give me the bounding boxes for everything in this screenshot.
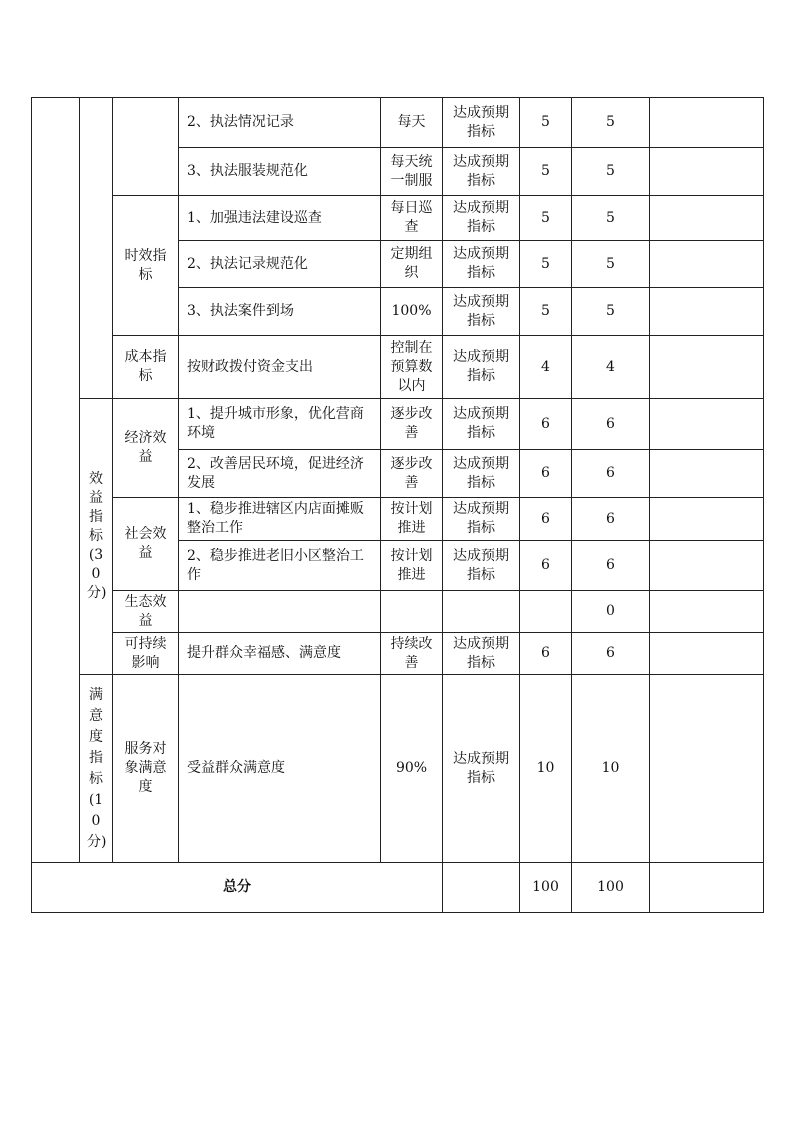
target-cell: 每日巡查 [381,196,443,241]
table-row [32,196,764,241]
actual-cell: 达成预期指标 [443,288,520,336]
note-cell [650,288,764,336]
note-cell [650,863,764,913]
target-cell: 按计划推进 [381,541,443,591]
weight-cell: 4 [520,336,572,399]
actual-cell: 达成预期指标 [443,336,520,399]
sub-category-cell: 成本指标 [113,336,179,399]
indicator-cell: 2、执法记录规范化 [179,241,381,288]
indicator-cell: 2、改善居民环境，促进经济发展 [179,450,381,498]
weight-cell: 5 [520,98,572,148]
sub-category-cell: 经济效益 [113,399,179,498]
indicator-cell: 提升群众幸福感、满意度 [179,633,381,675]
empty-cell [443,863,520,913]
weight-cell: 10 [520,675,572,863]
note-cell [650,196,764,241]
score-cell: 6 [572,633,650,675]
note-cell [650,148,764,196]
indicator-cell: 1、提升城市形象，优化营商环境 [179,399,381,450]
actual-cell: 达成预期指标 [443,196,520,241]
table-row [32,336,764,399]
score-cell: 5 [572,98,650,148]
score-cell: 0 [572,591,650,633]
weight-cell: 5 [520,241,572,288]
note-cell [650,450,764,498]
performance-table [31,97,764,913]
weight-cell: 5 [520,148,572,196]
weight-cell: 6 [520,633,572,675]
actual-cell: 达成预期指标 [443,241,520,288]
weight-cell [520,591,572,633]
sub-category-cell: 可持续影响 [113,633,179,675]
actual-cell: 达成预期指标 [443,498,520,541]
actual-cell: 达成预期指标 [443,450,520,498]
score-cell: 5 [572,241,650,288]
actual-cell: 达成预期指标 [443,399,520,450]
indicator-cell: 受益群众满意度 [179,675,381,863]
score-cell: 5 [572,148,650,196]
weight-cell: 6 [520,399,572,450]
target-cell: 90% [381,675,443,863]
note-cell [650,241,764,288]
sub-category-cell: 社会效益 [113,498,179,591]
target-cell: 定期组织 [381,241,443,288]
note-cell [650,498,764,541]
note-cell [650,633,764,675]
table-row [32,633,764,675]
indicator-cell [179,591,381,633]
sub-category-cell: 时效指标 [113,196,179,336]
indicator-cell: 按财政拨付资金支出 [179,336,381,399]
actual-cell [443,591,520,633]
target-cell: 持续改善 [381,633,443,675]
table-row [32,591,764,633]
score-cell: 5 [572,288,650,336]
indicator-cell: 3、执法案件到场 [179,288,381,336]
total-weight: 100 [520,863,572,913]
weight-cell: 5 [520,196,572,241]
weight-cell: 6 [520,450,572,498]
note-cell [650,591,764,633]
note-cell [650,675,764,863]
score-cell: 5 [572,196,650,241]
target-cell: 按计划推进 [381,498,443,541]
total-row [32,863,764,913]
actual-cell: 达成预期指标 [443,675,520,863]
table-row [32,498,764,541]
score-cell: 6 [572,450,650,498]
empty-cell [32,98,80,863]
note-cell [650,541,764,591]
target-cell [381,591,443,633]
note-cell [650,399,764,450]
indicator-cell: 2、稳步推进老旧小区整治工作 [179,541,381,591]
target-cell: 逐步改善 [381,399,443,450]
total-label: 总分 [32,863,443,913]
actual-cell: 达成预期指标 [443,541,520,591]
note-cell [650,336,764,399]
target-cell: 每天 [381,98,443,148]
actual-cell: 达成预期指标 [443,148,520,196]
category-cell: 效益指标(30分) [80,399,113,675]
weight-cell: 5 [520,288,572,336]
indicator-cell: 1、加强违法建设巡查 [179,196,381,241]
weight-cell: 6 [520,498,572,541]
indicator-cell: 1、稳步推进辖区内店面摊贩整治工作 [179,498,381,541]
target-cell: 100% [381,288,443,336]
score-cell: 10 [572,675,650,863]
score-cell: 6 [572,498,650,541]
table-row [32,98,764,148]
actual-cell: 达成预期指标 [443,98,520,148]
actual-cell: 达成预期指标 [443,633,520,675]
score-cell: 6 [572,399,650,450]
table-row [32,399,764,450]
indicator-cell: 2、执法情况记录 [179,98,381,148]
score-cell: 4 [572,336,650,399]
category-cell: 满意度指标(10分) [80,675,113,863]
empty-cell [80,98,113,399]
weight-cell: 6 [520,541,572,591]
total-score: 100 [572,863,650,913]
note-cell [650,98,764,148]
score-cell: 6 [572,541,650,591]
table-row [32,675,764,863]
target-cell: 控制在预算数以内 [381,336,443,399]
empty-cell [113,98,179,196]
target-cell: 逐步改善 [381,450,443,498]
indicator-cell: 3、执法服装规范化 [179,148,381,196]
sub-category-cell: 生态效益 [113,591,179,633]
target-cell: 每天统一制服 [381,148,443,196]
sub-category-cell: 服务对象满意度 [113,675,179,863]
